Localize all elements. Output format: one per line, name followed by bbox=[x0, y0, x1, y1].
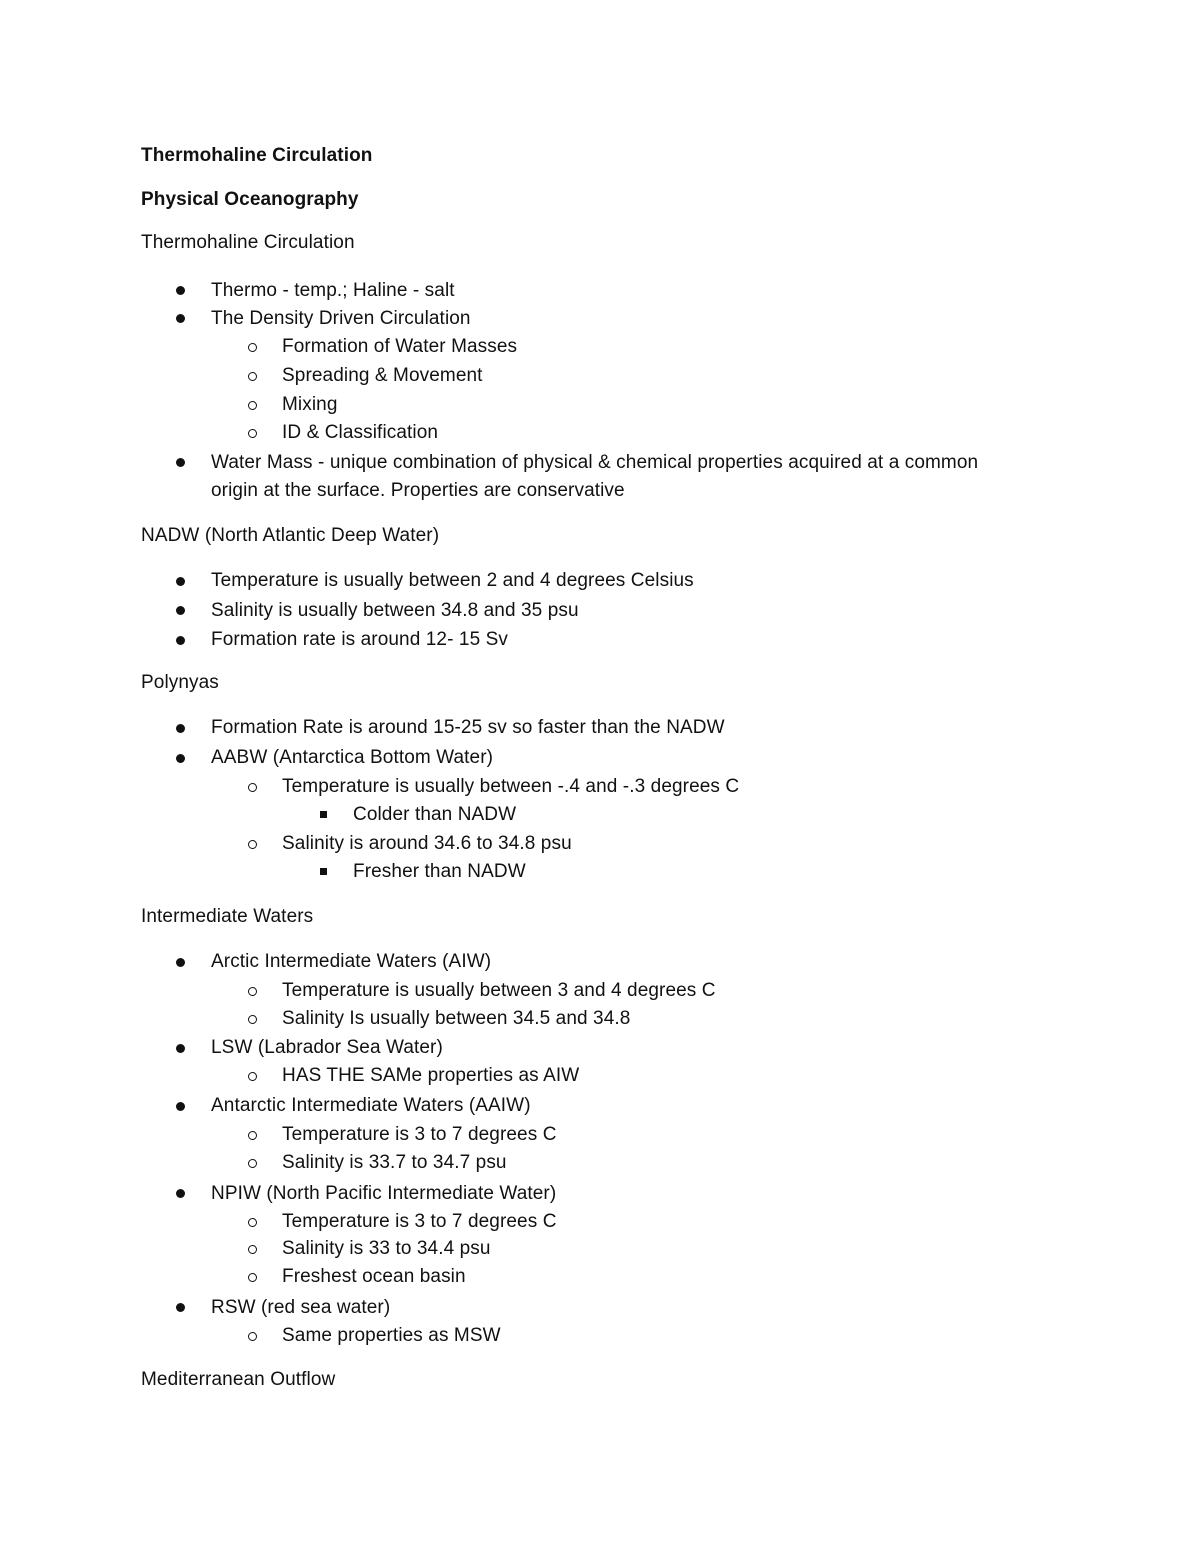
circle-bullet-icon bbox=[248, 1245, 257, 1254]
list-item: Mixing bbox=[282, 394, 338, 415]
circle-bullet-icon bbox=[248, 840, 257, 849]
section-heading-mediterranean: Mediterranean Outflow bbox=[141, 1369, 336, 1390]
section-heading-nadw: NADW (North Atlantic Deep Water) bbox=[141, 525, 440, 546]
list-item: Formation rate is around 12- 15 Sv bbox=[211, 629, 508, 650]
bullet-icon bbox=[176, 958, 185, 967]
list-item: HAS THE SAMe properties as AIW bbox=[282, 1065, 580, 1086]
bullet-icon bbox=[176, 1189, 185, 1198]
list-item: Thermo - temp.; Haline - salt bbox=[211, 280, 455, 301]
list-item: Spreading & Movement bbox=[282, 365, 483, 386]
section-heading-thermohaline: Thermohaline Circulation bbox=[141, 232, 355, 253]
list-item: Salinity is 33 to 34.4 psu bbox=[282, 1238, 491, 1259]
circle-bullet-icon bbox=[248, 401, 257, 410]
bullet-icon bbox=[176, 1102, 185, 1111]
circle-bullet-icon bbox=[248, 1131, 257, 1140]
list-item: Formation of Water Masses bbox=[282, 336, 518, 357]
circle-bullet-icon bbox=[248, 429, 257, 438]
circle-bullet-icon bbox=[248, 1218, 257, 1227]
list-item: Temperature is 3 to 7 degrees C bbox=[282, 1124, 557, 1145]
bullet-icon bbox=[176, 724, 185, 733]
circle-bullet-icon bbox=[248, 1159, 257, 1168]
list-item: Temperature is 3 to 7 degrees C bbox=[282, 1211, 557, 1232]
list-item: The Density Driven Circulation bbox=[211, 308, 471, 329]
list-item: Formation Rate is around 15-25 sv so faster than the NADW bbox=[211, 717, 725, 738]
bullet-icon bbox=[176, 606, 185, 615]
list-item: Colder than NADW bbox=[353, 804, 517, 825]
document-title: Thermohaline Circulation bbox=[141, 145, 373, 166]
circle-bullet-icon bbox=[248, 1273, 257, 1282]
list-item: Freshest ocean basin bbox=[282, 1266, 466, 1287]
square-bullet-icon bbox=[320, 868, 327, 875]
document-subtitle: Physical Oceanography bbox=[141, 189, 359, 210]
bullet-icon bbox=[176, 286, 185, 295]
list-item: Temperature is usually between 3 and 4 degrees C bbox=[282, 980, 716, 1001]
list-item-continuation: origin at the surface. Properties are conservative bbox=[211, 480, 625, 501]
circle-bullet-icon bbox=[248, 372, 257, 381]
circle-bullet-icon bbox=[248, 1332, 257, 1341]
list-item: Salinity is usually between 34.8 and 35 psu bbox=[211, 600, 579, 621]
circle-bullet-icon bbox=[248, 343, 257, 352]
list-item: RSW (red sea water) bbox=[211, 1297, 391, 1318]
list-item: Salinity is 33.7 to 34.7 psu bbox=[282, 1152, 507, 1173]
circle-bullet-icon bbox=[248, 987, 257, 996]
list-item: Water Mass - unique combination of physical & chemical properties acquired at a common bbox=[211, 452, 979, 473]
list-item: Fresher than NADW bbox=[353, 861, 526, 882]
square-bullet-icon bbox=[320, 811, 327, 818]
circle-bullet-icon bbox=[248, 783, 257, 792]
list-item: Salinity Is usually between 34.5 and 34.8 bbox=[282, 1008, 631, 1029]
bullet-icon bbox=[176, 314, 185, 323]
list-item: Arctic Intermediate Waters (AIW) bbox=[211, 951, 492, 972]
bullet-icon bbox=[176, 636, 185, 645]
bullet-icon bbox=[176, 577, 185, 586]
list-item: Antarctic Intermediate Waters (AAIW) bbox=[211, 1095, 531, 1116]
list-item: NPIW (North Pacific Intermediate Water) bbox=[211, 1183, 557, 1204]
circle-bullet-icon bbox=[248, 1072, 257, 1081]
list-item: AABW (Antarctica Bottom Water) bbox=[211, 747, 494, 768]
list-item: LSW (Labrador Sea Water) bbox=[211, 1037, 443, 1058]
bullet-icon bbox=[176, 1044, 185, 1053]
list-item: ID & Classification bbox=[282, 422, 439, 443]
list-item: Same properties as MSW bbox=[282, 1325, 501, 1346]
circle-bullet-icon bbox=[248, 1015, 257, 1024]
list-item: Salinity is around 34.6 to 34.8 psu bbox=[282, 833, 572, 854]
section-heading-intermediate: Intermediate Waters bbox=[141, 906, 314, 927]
list-item: Temperature is usually between -.4 and -.3 degrees C bbox=[282, 776, 740, 797]
bullet-icon bbox=[176, 1303, 185, 1312]
bullet-icon bbox=[176, 754, 185, 763]
bullet-icon bbox=[176, 458, 185, 467]
list-item: Temperature is usually between 2 and 4 degrees Celsius bbox=[211, 570, 694, 591]
section-heading-polynyas: Polynyas bbox=[141, 672, 219, 693]
